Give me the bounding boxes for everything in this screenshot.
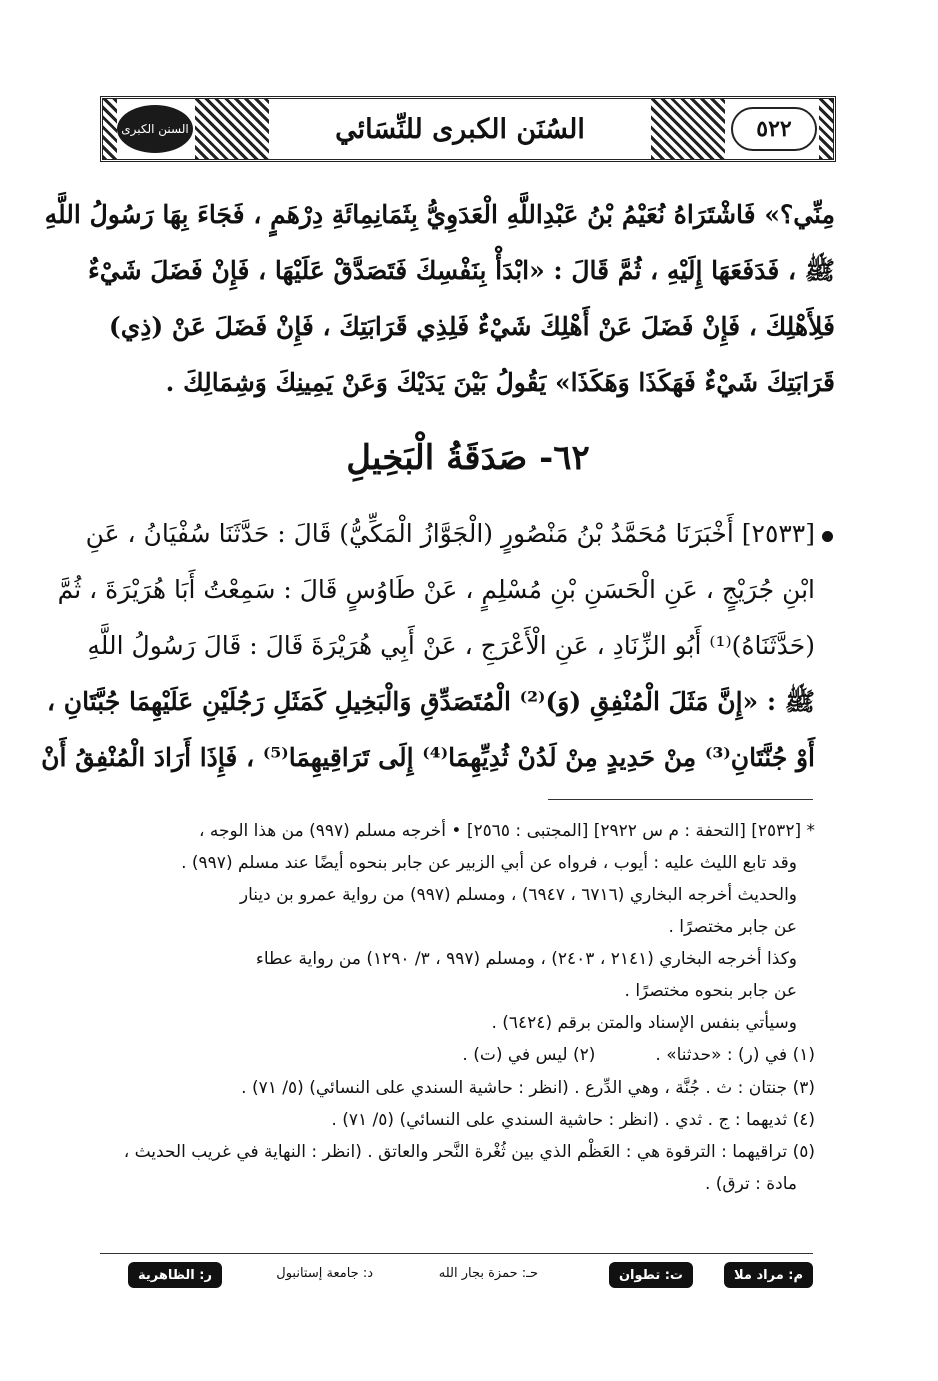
- text-line: (حَدَّثَنَاهُ)⁽¹⁾ أَبُو الزِّنَادِ ، عَنِ الْأَعْرَجِ ، عَنْ أَبِي هُرَيْرَةَ قَالَ : قَالَ رَسُولُ اللَّهِ: [87, 631, 815, 660]
- footnote-separator: [548, 799, 813, 800]
- footer-rule: [100, 1253, 813, 1254]
- main-text: [44, 187, 835, 411]
- note-line: عن جابر بنحوه مختصرًا .: [624, 981, 797, 1001]
- header-ornament: [103, 99, 117, 159]
- footnote-1: (١) في (ر) : «حدثنا» .: [655, 1045, 815, 1065]
- page-number: ٥٢٢: [731, 107, 817, 151]
- legend-r: ر: الظاهرية: [128, 1262, 222, 1288]
- header-ornament: [819, 99, 833, 159]
- text-line: أَوْ جُنَّتَانِ⁽³⁾ مِنْ حَدِيدٍ مِنْ لَدُنْ ثُدِيِّهِمَا⁽⁴⁾ إِلَى تَرَاقِيهِمَا⁽⁵⁾ ، فَإِذَا أَرَادَ الْمُنْفِقُ أَنْ: [41, 743, 815, 772]
- seal-text: السنن الكبرى: [121, 122, 189, 136]
- text-line: قَرَابَتِكَ شَيْءٌ فَهَكَذَا وَهَكَذَا» يَقُولُ بَيْنَ يَدَيْكَ وَعَنْ يَمِينِكَ وَشِمَالِكَ .: [165, 368, 835, 397]
- legend-h: حـ: حمزة بجار الله: [438, 1266, 538, 1281]
- note-line: وكذا أخرجه البخاري (٢١٤١ ، ٢٤٠٣) ، ومسلم (٩٩٧ ، ٣/ ١٢٩٠) من رواية عطاء: [255, 949, 797, 969]
- footnote-3: (٣) جنتان : ث . جُنَّة ، وهي الدِّرع . (انظر : حاشية السندي على النسائي) (٥/ ٧١) .: [241, 1078, 815, 1098]
- text-line: ﷺ ، فَدَفَعَهَا إِلَيْهِ ، ثُمَّ قَالَ : «ابْدَأْ بِنَفْسِكَ فَتَصَدَّقْ عَلَيْهَا ، فَإِنْ فَضَلَ شَيْءٌ: [88, 256, 835, 285]
- hadith-text: [41, 506, 815, 786]
- header-ornament: [195, 99, 269, 159]
- text-line: [٢٥٣٣] أَخْبَرَنَا مُحَمَّدُ بْنُ مَنْصُورٍ (الْجَوَّازُ الْمَكِّيُّ) قَالَ : حَدَّثَنَا سُفْيَانُ ، عَنِ: [85, 519, 815, 548]
- text-line: ﷺ : «إِنَّ مَثَلَ الْمُنْفِقِ (وَ)⁽²⁾ الْمُتَصَدِّقِ وَالْبَخِيلِ كَمَثَلِ رَجُلَيْنِ عَلَيْهِمَا جُبَّتَانِ ،: [47, 687, 815, 716]
- section-heading: ٦٢- صَدَقَةُ الْبَخِيلِ: [346, 438, 590, 478]
- footnote-5-cont: مادة : ترق) .: [704, 1174, 797, 1194]
- legend-t: ت: تطوان: [609, 1262, 693, 1288]
- text-line: مِنِّي؟» فَاشْتَرَاهُ نُعَيْمُ بْنُ عَبْدِاللَّهِ الْعَدَوِيُّ بِثَمَانِمِائَةِ دِرْهَمٍ ، فَجَاءَ بِهَا رَسُولُ اللَّهِ: [44, 200, 835, 229]
- note-line: والحديث أخرجه البخاري (٦٧١٦ ، ٦٩٤٧) ، ومسلم (٩٩٧) من رواية عمرو بن دينار: [239, 885, 797, 905]
- book-title: السُنَن الكبرى للنِّسَائي: [335, 113, 585, 145]
- footnotes: [105, 815, 815, 1200]
- note-line: وقد تابع الليث عليه : أيوب ، فرواه عن أبي الزبير عن جابر بنحوه أيضًا عند مسلم (٩٩٧) .: [181, 853, 797, 873]
- note-line: وسيأتي بنفس الإسناد والمتن برقم (٦٤٢٤) .: [491, 1013, 797, 1033]
- footnote-row: [105, 1039, 815, 1072]
- header-ornament: [651, 99, 725, 159]
- legend-m: م: مراد ملا: [724, 1262, 813, 1288]
- bullet-icon: [822, 531, 833, 542]
- manuscript-legend: [100, 1262, 813, 1292]
- note-line: عن جابر مختصرًا .: [668, 917, 797, 937]
- note-line: * [٢٥٣٢] [التحفة : م س ٢٩٢٢] [المجتبى : ٢٥٦٥] • أخرجه مسلم (٩٩٧) من هذا الوجه ،: [199, 821, 815, 841]
- page-header: [100, 96, 836, 162]
- text-line: ابْنِ جُرَيْجٍ ، عَنِ الْحَسَنِ بْنِ مُسْلِمٍ ، عَنْ طَاوُسٍ قَالَ : سَمِعْتُ أَبَا هُرَيْرَةَ ، ثُمَّ: [57, 575, 815, 604]
- footnote-2: (٢) ليس في (ت) .: [462, 1045, 596, 1065]
- footnote-4: (٤) ثديهما : ج . ثدي . (انظر : حاشية السندي على النسائي) (٥/ ٧١) .: [331, 1110, 815, 1130]
- text-line: فَلِأَهْلِكَ ، فَإِنْ فَضَلَ عَنْ أَهْلِكَ شَيْءٌ فَلِذِي قَرَابَتِكَ ، فَإِنْ فَضَلَ عَنْ (ذِي): [108, 312, 835, 341]
- book-seal-logo: [117, 105, 193, 153]
- footnote-5: (٥) تراقيهما : الترقوة هي : العَظْم الذي بين ثُغْرة النَّحر والعاتق . (انظر : النهاية في غريب الحديث ،: [123, 1142, 815, 1162]
- legend-d: د: جامعة إستانبول: [276, 1266, 373, 1281]
